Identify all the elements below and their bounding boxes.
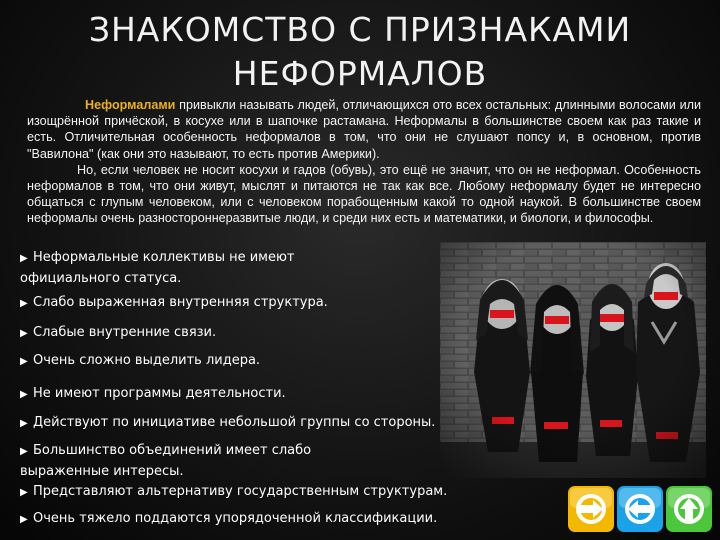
list-item: ▶ Представляют альтернативу государственным структурам. — [20, 482, 447, 503]
triangle-bullet-icon: ▶ — [20, 418, 28, 429]
list-item: ▶ Очень тяжело поддаются упорядоченной классификации. — [20, 509, 437, 530]
highlight-term: Неформалами — [85, 98, 176, 112]
list-item: ▶ Неформальные коллективы не имеют официального статуса. — [20, 250, 295, 286]
intro-text — [27, 97, 701, 227]
list-item: ▶ Не имеют программы деятельности. — [20, 384, 286, 405]
triangle-bullet-icon: ▶ — [20, 253, 28, 264]
list-item: ▶ Слабо выраженная внутренняя структура. — [20, 293, 328, 314]
intro-paragraph-1 — [27, 97, 701, 162]
up-button[interactable] — [666, 486, 712, 532]
slide-title — [60, 8, 660, 96]
arrow-right-icon — [568, 486, 614, 532]
triangle-bullet-icon: ▶ — [20, 389, 28, 400]
return-arrow-icon — [617, 486, 663, 532]
triangle-bullet-icon: ▶ — [20, 298, 28, 309]
intro-paragraph-2: Но, если человек не носит косухи и гадов (обувь), это ещё не значит, что он не неформал. Особенность неформалов в том, что они живут, мыслят и питаются не так как все. Любому неформалу будет не интересно общаться с глупым человеком, или с человеком порабощенным какой то одной наукой. В большинстве своем неформалы очень разностороннеразвитые люди, и среди них есть и математики, и биологи, и философы. — [27, 162, 701, 226]
list-item: ▶ Слабые внутренние связи. — [20, 323, 216, 344]
group-photo — [440, 242, 706, 478]
next-button[interactable] — [568, 486, 614, 532]
title-line-2: НЕФОРМАЛОВ — [232, 54, 488, 93]
back-button[interactable] — [617, 486, 663, 532]
arrow-up-icon — [666, 486, 712, 532]
triangle-bullet-icon: ▶ — [20, 487, 28, 498]
list-item: ▶ Действуют по инициативе небольшой группы со стороны. — [20, 413, 435, 434]
triangle-bullet-icon: ▶ — [20, 446, 28, 457]
triangle-bullet-icon: ▶ — [20, 356, 28, 367]
list-item: ▶ Очень сложно выделить лидера. — [20, 351, 260, 372]
triangle-bullet-icon: ▶ — [20, 328, 28, 339]
triangle-bullet-icon: ▶ — [20, 514, 28, 525]
title-line-1: ЗНАКОМСТВО С ПРИЗНАКАМИ — [88, 10, 632, 49]
photo-illustration — [440, 242, 706, 478]
intro-paragraph-1-text: привыкли называть людей, отличающихся ото всех остальных: длинными волосами или изощрённой причёской, в косухе или в шапочке растамана. Неформалы в большинстве своем как раз такие и есть. Отличительная особенность неформалов в том, что они не слушают попсу и, в основном, против "Вавилона" (как они это называют, то есть против Америки). — [27, 98, 701, 161]
list-item: ▶ Большинство объединений имеет слабо выраженные интересы. — [20, 443, 312, 479]
